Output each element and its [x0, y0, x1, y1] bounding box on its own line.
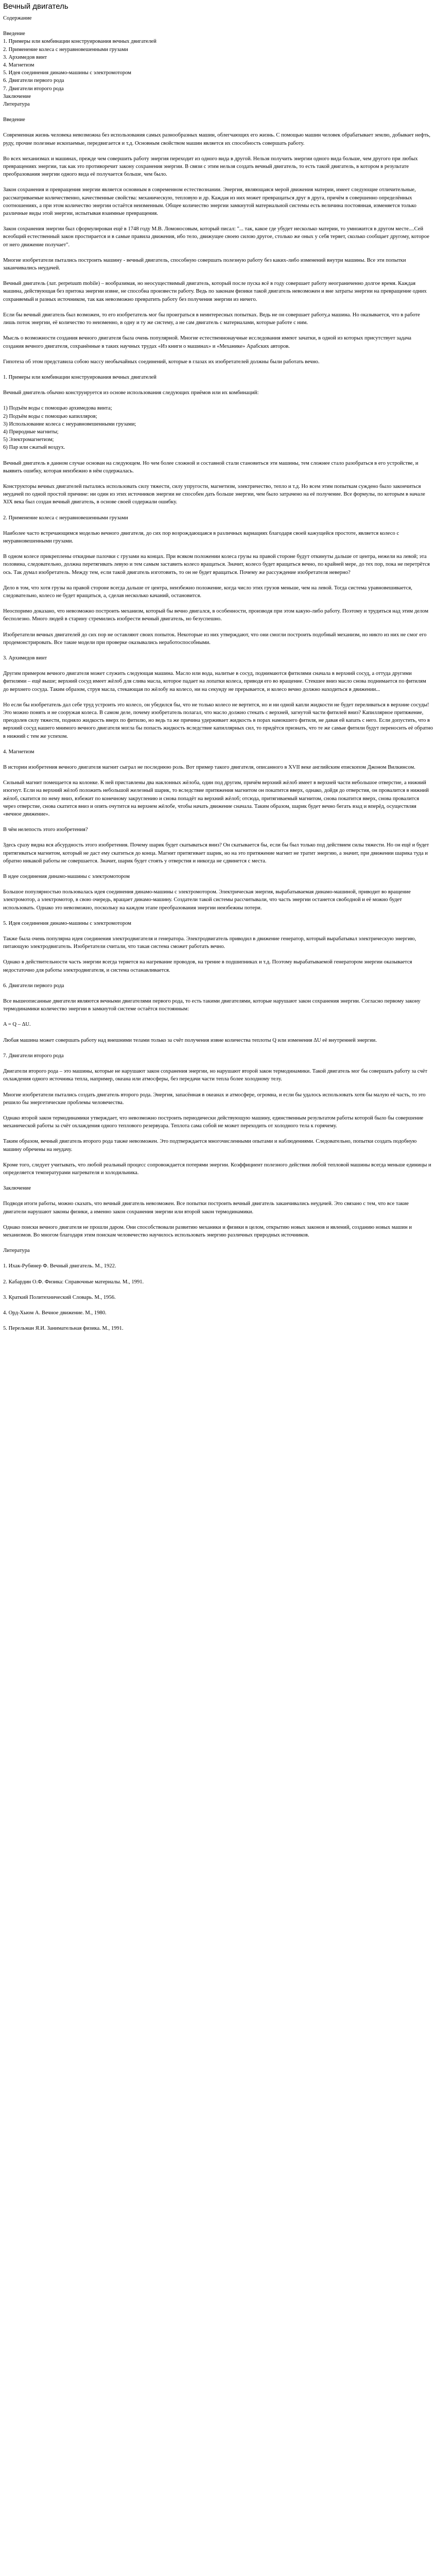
section-heading: Литература [3, 1248, 30, 1254]
toc-link[interactable]: Заключение [3, 93, 31, 99]
paragraph: Однако в действительности часть энергии всегда теряется на нагревание проводов, на трение в подшипниках и т.д. Поэтому вырабатываемой генератором энергии оказывается недостаточно для работы электродвигателя, и система останавливается. [3, 959, 412, 973]
paragraph: Большое популярностью пользовалась идея соединения динамо-машины с электромотором. Электрическая энергия, вырабатываемая динамо-машиной, приводит во вращение электромотор, а электромотор, в свою очередь, вращает динамо-машину. Создатели такой системы рассчитывали, что часть энергии останется свободной и её можно будет использовать. Однако это невозможно, поскольку на каждом этапе преобразования энергии неизбежны потери. [3, 889, 411, 911]
list-item: 2) Подъём воды с помощью капилляров; [3, 413, 97, 419]
toc-link[interactable]: 2. Применение колеса с неуравновешенными грузами [3, 46, 128, 53]
paragraph: Гипотеза об этом представила собою массу необычайных соединений, которые в глазах их изобретателей должны были работать вечно. [3, 359, 320, 365]
toc-link[interactable]: Литература [3, 101, 30, 108]
section-body [3, 530, 433, 647]
paragraph: В чём нелепость этого изобретения? [3, 827, 88, 833]
paragraph: Мысль о возможности создания вечного двигателя была очень популярной. Многие естественнонаучные исследования имеют зачатки, в одной из которых присутствует задача создания вечного двигателя, сохранённые в таких научных трудах «Из книги о машинах» и «Механике» Арабских авторов. [3, 335, 411, 349]
paragraph: Также была очень популярна идея соединения электродвигателя и генератора. Электродвигатель приводил в движение генератор, который вырабатывал электрическую энергию, питающую электродвигатель. Изобретатели считали, что такая система сможет работать вечно. [3, 936, 416, 950]
section-conclusion [3, 1184, 433, 1239]
toc-heading: Содержание [3, 15, 32, 21]
section-2 [3, 514, 433, 647]
list-item: 1. Ихак-Рубинер Ф. Вечный двигатель. М., 1922. [3, 1263, 116, 1269]
section-heading: 3. Архимедов винт [3, 655, 47, 661]
section-heading: Введение [3, 117, 25, 123]
toc-item [3, 100, 433, 108]
references-list [3, 1262, 433, 1332]
paragraph: Вечный двигатель (лат. perpetuum mobile) – вообразимая, но неосуществимый двигатель, который после пуска всё в году совершает работу неограниченно долгое время. Каждая машина, действующая без притока энергии извне, не способна произвести работу. Ведь по законам физики такой двигатель невозможен и вне затраты энергии на превращение одних сохраняемый и разных источником, так как невозможно превратить работу без получения энергии из ничего. [3, 281, 427, 302]
methods-list [3, 404, 433, 451]
paragraph: Многие изобретатели пытались построить машину - вечный двигатель, способную совершать полезную работу без каких-либо изменений внутри машины. Все эти попытки заканчивались неудачей. [3, 257, 406, 272]
paragraph: Все вышеописанные двигатели являются вечными двигателями первого рода, то есть такими двигателями, которые нарушают закон сохранения энергии. Согласно первому закону термодинамики количество энергии в замкнутой системе остаётся постоянным: [3, 998, 421, 1012]
section-heading: 5. Идея соединения динамо-машины с электромотором [3, 920, 131, 926]
section-body [3, 997, 433, 1044]
toc-link[interactable]: 6. Двигатели первого рода [3, 78, 64, 84]
document-title: Вечный двигатель [3, 2, 68, 11]
paragraph: Закон сохранения и превращения энергии является основным в современном естествознании. Энергия, являющаяся мерой движения материи, имеет следующие отличительные, рассматриваемые количественно, качественные свойства: механическую, тепловую и др. Каждая из них может превращаться друг в друга, причём в совершенно определённых соотношениях, а при этом количество энергии остаётся неизменным. Общее количество энергии замкнутой материальной системы есть величина постоянная, изменяется только различные виды этой энергии, испытывая взаимные превращения. [3, 187, 416, 217]
toc-link[interactable]: Введение [3, 31, 25, 37]
paragraph: Закон сохранения энергии был сформулирован ещё в 1748 году М.В. Ломоносовым, который писал: "... так, какое где убудет несколько материи, то умножится в другом месте....Сей всеобщий естественный закон простирается и в самые правила движения, ибо тело, движущее своею силою другое, столько же оных у себя теряет, сколько сообщает другому, которое от него движение получает". [3, 226, 429, 248]
list-item: 4. Орд-Хьюм А. Вечное движение. М., 1980. [3, 1310, 107, 1316]
paragraph: Конструкторы вечных двигателей пытались использовать силу тяжести, силу упругости, магнетизм, электричество, тепло и т.д. Но всем этим попыткам суждено было закончиться неудачей по одной простой причине: ни один из этих источников энергии не способен дать больше энергии, чем было затрачено на её получение. Все формулы, по которым в начале XIX века был создан вечный двигатель, в основе своей содержали ошибку. [3, 483, 425, 505]
paragraph: Сильный магнит помещается на колонке. К ней приставлены два наклонных жёлоба, один под другим, причём верхний жёлоб имеет в верхней части небольшое отверстие, а нижний изогнут. Если на верхний жёлоб положить небольшой железный шарик, то вследствие притяжения магнитом он покатится вверх, однако, дойдя до отверстия, он провалится в нижний жёлоб, скатится по нему вниз, взбежит по конечному закруглению и снова попадёт на верхний жёлоб; отсюда, притягиваемый магнитом, снова покатится вверх, снова провалится через отверстие, снова скатится вниз и опять очутится на верхнем жёлобе, чтобы начать движение сначала. Таким образом, шарик будет вечно бегать взад и вперёд, осуществляя «вечное движение». [3, 780, 429, 818]
section-heading: 2. Применение колеса с неуравновешенными грузами [3, 515, 128, 521]
paragraph: Двигатели второго рода – это машины, которые не нарушают закон сохранения энергии, но нарушают второй закон термодинамики. Такой двигатель мог бы совершать работу за счёт охлаждения одного источника тепла, например, океана или атмосферы, без передачи части тепла более холодному телу. [3, 1069, 428, 1082]
paragraph: Дело в том, что хотя грузы на правой стороне всегда дальше от центра, неизбежно положение, когда число этих грузов меньше, чем на левой. Тогда система уравновешивается, следовательно, колесо не будет вращаться, а, сделав несколько качаний, остановится. [3, 585, 412, 599]
paragraph: Вечный двигатель в данном случае основан на следующем. Но чем более сложной и составной стали становиться эти машины, тем сложнее стало разобраться в его устройстве, и выявить ошибку, которая неизбежно в нём содержалась. [3, 460, 418, 474]
section-heading: Заключение [3, 1185, 31, 1192]
section-body [3, 131, 433, 365]
list-item: 6) Пар или сжатый воздух. [3, 445, 65, 451]
toc-item [3, 38, 433, 45]
toc-link[interactable]: 3. Архимедов винт [3, 54, 47, 60]
paragraph: Кроме того, следует учитывать, что любой реальный процесс сопровождается потерями энергии. Коэффициент полезного действия любой тепловой машины всегда меньше единицы и определяется температурами нагревателя и холодильника. [3, 1162, 431, 1176]
paragraph: Любая машина может совершать работу над внешними телами только за счёт получения извне количества теплоты Q или изменения ΔU её внутренней энергии. [3, 1037, 377, 1043]
section-body [3, 460, 433, 506]
paragraph: Неоспоримо доказано, что невозможно построить механизм, который бы вечно двигался, в особенности, производя при этом какую-либо работу. Поэтому и трудиться над этим делом бесполезно. Много людей в старину стремились изобрести вечный двигатель, но безуспешно. [3, 608, 429, 622]
paragraph: Многие изобретатели пытались создать двигатель второго рода. Энергия, запасённая в океанах и атмосфере, огромна, и если бы удалось использовать хотя бы малую её часть, то это решило бы энергетические проблемы человечества. [3, 1092, 426, 1106]
section-7 [3, 1052, 433, 1177]
section-body [3, 1200, 433, 1239]
paragraph: В идее соединения динамо-машины с электромотором [3, 874, 130, 880]
toc-item [3, 77, 433, 84]
section-literature [3, 1247, 433, 1332]
toc-list [3, 30, 433, 108]
paragraph: Во всех механизмах и машинах, прежде чем совершить работу энергия переходит из одного вида в другой. Нельзя получить энергии одного вида больше, чем другого при любых превращениях энергии, так как это противоречит закону сохранения энергии. В связи с этим нельзя создать вечный двигатель, то есть такой двигатель, в котором в результате преобразования энергии одного вида её получается больше, чем было. [3, 156, 418, 178]
table-of-contents [3, 14, 433, 108]
toc-link[interactable]: 4. Магнетизм [3, 62, 34, 69]
section-3 [3, 654, 433, 740]
toc-item [3, 85, 433, 93]
section-heading: 7. Двигатели второго рода [3, 1053, 64, 1059]
toc-item [3, 93, 433, 100]
toc-item [3, 54, 433, 61]
paragraph: Таким образом, вечный двигатель второго рода также невозможен. Это подтверждается многочисленными опытами и наблюдениями. Следовательно, попытки создать подобную машину обречены на неудачу. [3, 1139, 417, 1153]
paragraph: Современная жизнь человека невозможна без использования самых разнообразных машин, облегчающих его жизнь. С помощью машин человек обрабатывает землю, добывает нефть, руду, прочие полезные ископаемые, передвигается и т.д. Основным свойством машин является их способность совершать работу. [3, 132, 431, 146]
paragraph: Здесь сразу видна вся абсурдность этого изобретения. Почему шарик будет скатываться вниз? Он скатывается бы, если бы был только под действием силы тяжести. Но он ещё и будет притягиваться магнитом, который не даст ему скатиться до конца. Магнит притягивает шарик, но на это притяжение магнит не тратит энергию, а значит, при движении шарика туда и обратно никакой работы не совершается. Значит, шарик будет стоять у отверстия и никогда не сдвинется с места. [3, 842, 429, 864]
list-item: 5. Перельман Я.И. Занимательная физика. М., 1991. [3, 1326, 124, 1332]
section-intro-text: Вечный двигатель обычно конструируется из основе использования следующих приёмов или их комбинаций: [3, 390, 259, 396]
section-1 [3, 374, 433, 506]
paragraph: Подводя итоги работы, можно сказать, что вечный двигатель невозможен. Все попытки построить вечный двигатель заканчивались неудачей. Это связано с тем, что все такие двигатели нарушают законы физики, а именно закон сохранения энергии или второй закон термодинамики. [3, 1201, 409, 1215]
section-body [3, 1067, 433, 1177]
section-heading: 4. Магнетизм [3, 749, 34, 755]
paragraph: A = Q – ΔU. [3, 1022, 31, 1028]
list-item: 2. Кабардин О.Ф. Физика: Справочные материалы. М., 1991. [3, 1279, 144, 1285]
section-intro [3, 116, 433, 366]
section-body [3, 764, 433, 912]
toc-item [3, 30, 433, 38]
list-item: 3) Использование колеса с неуравновешенными грузами; [3, 421, 136, 427]
list-item: 5) Электромагнетизм; [3, 437, 54, 443]
section-heading: 6. Двигатели первого рода [3, 982, 64, 989]
paragraph: Наиболее часто встречающимся моделью вечного двигателя, до сих пор возрождающаяся в различных вариациях благодаря своей кажущейся простоте, является колесо с неуравновешенными грузами. [3, 530, 399, 544]
paragraph: Но если бы изобретатель дал себе труд устроить это колесо, он убедился бы, что не только колесо не вертится, но и ни одной капли жидкости не будет переливаться в верхние сосуды! Это можно понять и не сооружая колеса. В самом деле, почему изобретатель полагал, что масло должно стекать с верхней, загнутой части фитилей вниз? Капиллярное притяжение, преодолев силу тяжести, подняло жидкость вверх по фитилю, но ведь та же причина удерживает жидкость в порах намокшего фитиля, не давая ей капать с него. Если допустить, что в верхний сосуд нашего мнимого вечного двигателя могла бы попасть жидкость вследствие капиллярных сил, то придётся признать, что те же самые фитили будут переносить её обратно в нижний с тем же успехом. [3, 702, 433, 739]
section-body [3, 670, 433, 740]
paragraph: В одном колесе прикреплены откидные палочки с грузами на концах. При всяком положении колеса грузы на правой стороне будут откинуты дальше от центра, нежели на левой; эта половина, следовательно, должна перетягивать левую и тем самым заставить колесо вращаться. Значит, колесо будет вращаться вечно, по крайней мере, до тех пор, пока не перетрётся ось. Так думал изобретатель. Между тем, если такой двигатель изготовить, то он не будет вращаться. Почему же рассуждение изобретателя неверно? [3, 554, 430, 575]
paragraph: Однако поиски вечного двигателя не прошли даром. Они способствовали развитию механики и физики в целом, открытию новых законов и явлений, созданию новых машин и механизмов. Во многом благодаря этим поискам человечество научилось использовать энергию различных природных источников. [3, 1224, 412, 1238]
toc-item [3, 61, 433, 69]
paragraph: Если бы вечный двигатель был возможен, то его изобретатель мог бы проиграться в неинтересных попытках. Ведь не он совершает работу,а машина. Но оказывается, что в работе лишь поток энергии, её количество то неизменно, в одну и ту же систему, а не сам двигатель с материалами, которые работе с ним. [3, 312, 420, 326]
section-6 [3, 982, 433, 1044]
paragraph: Другим примером вечного двигателя может служить следующая машина. Масло или вода, налитые в сосуд, поднимаются фитилями сначала в верхний сосуд, а оттуда другими фитилями – ещё выше; верхний сосуд имеет жёлоб для слива масла, которое падает на лопатки колеса, приводя его во вращение. Стекшее вниз масло снова поднимается по фитилям до верхнего сосуда. Таким образом, струя масла, стекающая по жёлобу на колесо, ни на секунду не прерывается, и колесо вечно должно находиться в движении... [3, 671, 426, 692]
toc-link[interactable]: 7. Двигатели второго рода [3, 86, 64, 92]
list-item: 4) Природные магниты; [3, 429, 59, 435]
section-4 [3, 748, 433, 912]
list-item: 3. Краткий Политехнический Словарь. М., 1956. [3, 1294, 116, 1300]
section-heading: 1. Примеры или комбинации конструирования вечных двигателей [3, 374, 156, 380]
toc-link[interactable]: 5. Идея соединения динамо-машины с электромотором [3, 70, 131, 76]
toc-item [3, 46, 433, 54]
toc-link[interactable]: 1. Примеры или комбинации конструирования вечных двигателей [3, 39, 156, 45]
paragraph: Изобретатели вечных двигателей до сих пор не оставляют своих попыток. Некоторые из них утверждают, что они смогли построить подобный механизм, но никто из них не смог его продемонстрировать. Все такие модели при проверке оказывались неработоспособными. [3, 632, 427, 646]
section-5 [3, 920, 433, 974]
section-body [3, 935, 433, 974]
list-item: 1) Подъём воды с помощью архимедова винта; [3, 405, 112, 412]
toc-item [3, 69, 433, 77]
paragraph: Однако второй закон термодинамики утверждает, что невозможно построить периодически действующую машину, единственным результатом работы которой было бы совершение механической работы за счёт охлаждения одного теплового резервуара. Теплота сама собой не может переходить от холодного тела к горячему. [3, 1115, 424, 1129]
paragraph: В истории изобретения вечного двигателя магнит сыграл не последнюю роль. Вот пример такого двигателя, описанного в XVII веке английским епископом Джоном Вилкинсом. [3, 765, 415, 771]
